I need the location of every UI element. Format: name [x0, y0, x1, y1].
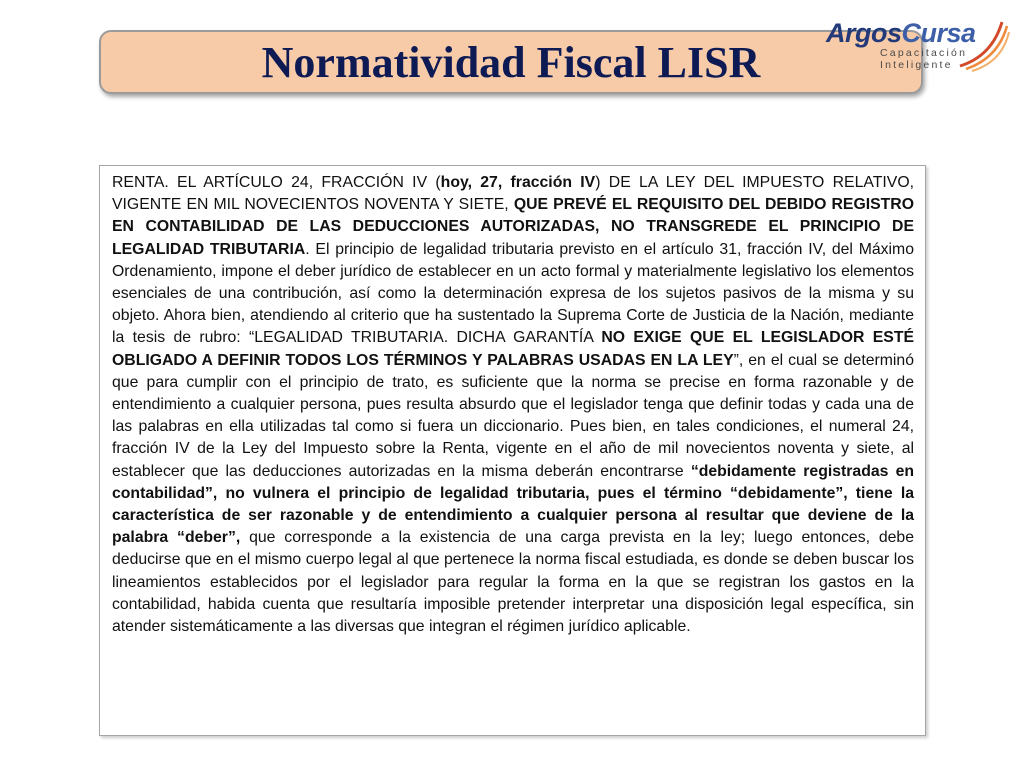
page-title: Normatividad Fiscal LISR [261, 37, 761, 87]
text-segment-9: que corresponde a la existencia de una carga prevista en la ley; luego entonces, debe deducirse que en el mismo cuerpo legal al que pertenece la norma fiscal estudiada, es donde se deben buscar los lineamientos establecidos por el legislador para regular la forma en la que se registran los gastos en la contabilidad, habida cuenta que resultaría imposible pretender interpretar una disposición legal específica, sin atender sistemáticamente a las diversas que integran el régimen jurídico aplicable. [112, 529, 914, 636]
logo-word-argos: Argos [826, 18, 902, 48]
thesis-text-box [99, 165, 926, 736]
logo-word-cursa: Cursa [901, 18, 976, 48]
text-segment-8: “debidamente registradas en contabilidad”, no vulnera el principio de legalidad tributaria, pues el término “debidamente”, tiene la característica de ser razonable y de entendimiento a cualquier persona al resultar que deviene de la palabra “deber”, [112, 462, 914, 547]
text-segment-6: NO EXIGE QUE EL LEGISLADOR ESTÉ OBLIGADO A DEFINIR TODOS LOS TÉRMINOS Y PALABRAS USADAS EN LA LEY [112, 329, 914, 369]
logo-tagline-1: Capacitación [880, 47, 968, 59]
thesis-paragraph [112, 172, 914, 638]
title-banner [99, 30, 923, 94]
text-segment-2: hoy, 27, fracción IV [440, 174, 596, 191]
text-segment-7: ”, en el cual se determinó que para cumplir con el principio de trato, es suficiente que la norma se precise en forma razonable y de entendimiento a cualquier persona, pues resulta absurdo que el legislador tenga que definir todas y cada una de las palabras en ella utilizadas tal como si fuera un diccionario. Pues bien, en tales condiciones, el numeral 24, fracción IV de la Ley del Impuesto sobre la Renta, vigente en el año de mil novecientos noventa y siete, al establecer que las deducciones autorizadas en la misma deberán encontrarse [112, 351, 914, 480]
text-segment-4: QUE PREVÉ EL REQUISITO DEL DEBIDO REGISTRO EN CONTABILIDAD DE LAS DEDUCCIONES AUTORIZADAS, NO TRANSGREDE EL PRINCIPIO DE LEGALIDAD TRIBUTARIA [112, 196, 914, 258]
logo-tagline-2: Inteligente [880, 59, 953, 71]
text-segment-3: ) DE LA LEY DEL IMPUESTO RELATIVO, VIGENTE EN MIL NOVECIENTOS NOVENTA Y SIETE, [112, 174, 914, 214]
logo-swoosh-icon [952, 16, 1010, 72]
text-segment-5: . El principio de legalidad tributaria previsto en el artículo 31, fracción IV, del Máximo Ordenamiento, impone el deber jurídico de establecer en un acto formal y materialmente legislativo los elementos esenciales de una contribución, así como la determinación expresa de los sujetos pasivos de la misma y su objeto. Ahora bien, atendiendo al criterio que ha sustentado la Suprema Corte de Justicia de la Nación, mediante la tesis de rubro: “LEGALIDAD TRIBUTARIA. DICHA GARANTÍA [112, 240, 914, 347]
argoscursa-logo [824, 16, 1010, 72]
text-segment-1: RENTA. EL ARTÍCULO 24, FRACCIÓN IV ( [112, 174, 441, 191]
